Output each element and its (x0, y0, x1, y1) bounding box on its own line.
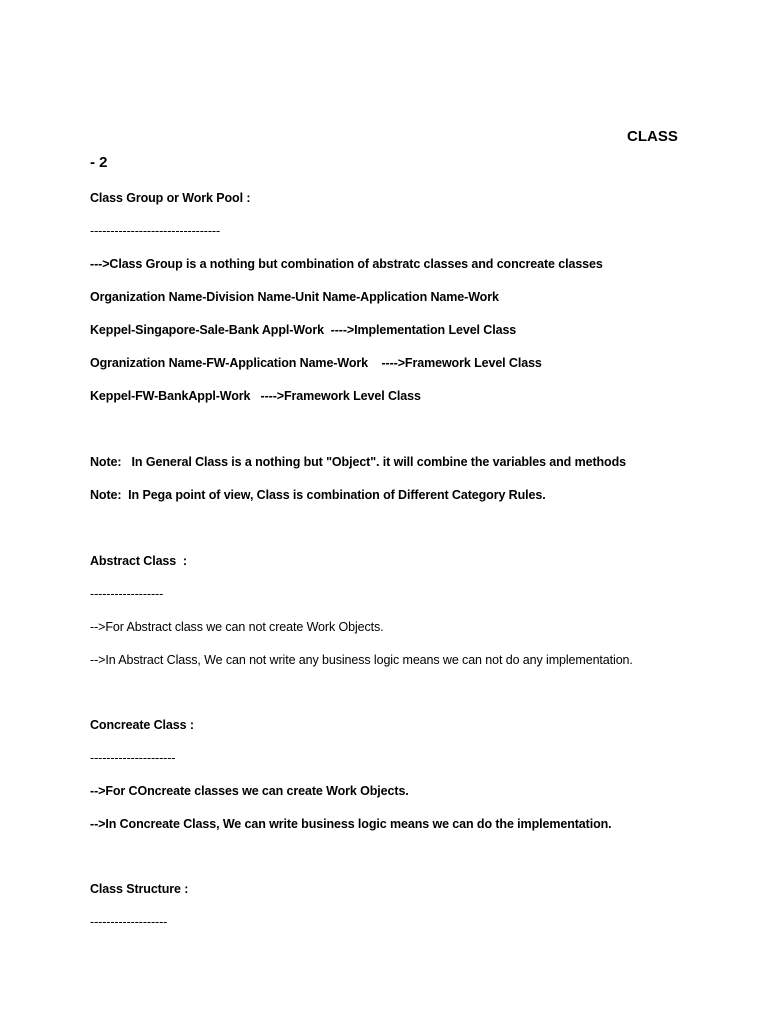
section-heading-class-group: Class Group or Work Pool : (90, 191, 251, 205)
text-line: --->Class Group is a nothing but combination of abstratc classes and concreate classes (90, 257, 603, 271)
section-heading-concreate-class: Concreate Class : (90, 718, 194, 732)
heading-underline: --------------------- (90, 751, 176, 765)
document-title: CLASS (627, 128, 678, 145)
document-title-continuation: - 2 (90, 154, 108, 171)
text-line: -->For COncreate classes we can create Work Objects. (90, 784, 409, 798)
heading-underline: ------------------- (90, 915, 168, 929)
text-line: -->In Concreate Class, We can write business logic means we can do the implementation. (90, 817, 612, 831)
note-line: Note: In General Class is a nothing but "Object". it will combine the variables and methods (90, 455, 626, 469)
section-heading-class-structure: Class Structure : (90, 882, 189, 896)
heading-underline: -------------------------------- (90, 224, 221, 238)
heading-underline: ------------------ (90, 587, 164, 601)
text-line: -->In Abstract Class, We can not write any business logic means we can not do any implementation. (90, 653, 633, 667)
note-line: Note: In Pega point of view, Class is combination of Different Category Rules. (90, 488, 546, 502)
text-line: Keppel-Singapore-Sale-Bank Appl-Work ---->Implementation Level Class (90, 323, 517, 337)
text-line: -->For Abstract class we can not create Work Objects. (90, 620, 384, 634)
text-line: Ogranization Name-FW-Application Name-Work ---->Framework Level Class (90, 356, 542, 370)
text-line: Organization Name-Division Name-Unit Name-Application Name-Work (90, 290, 499, 304)
text-line: Keppel-FW-BankAppl-Work ---->Framework Level Class (90, 389, 421, 403)
section-heading-abstract-class: Abstract Class : (90, 554, 187, 568)
